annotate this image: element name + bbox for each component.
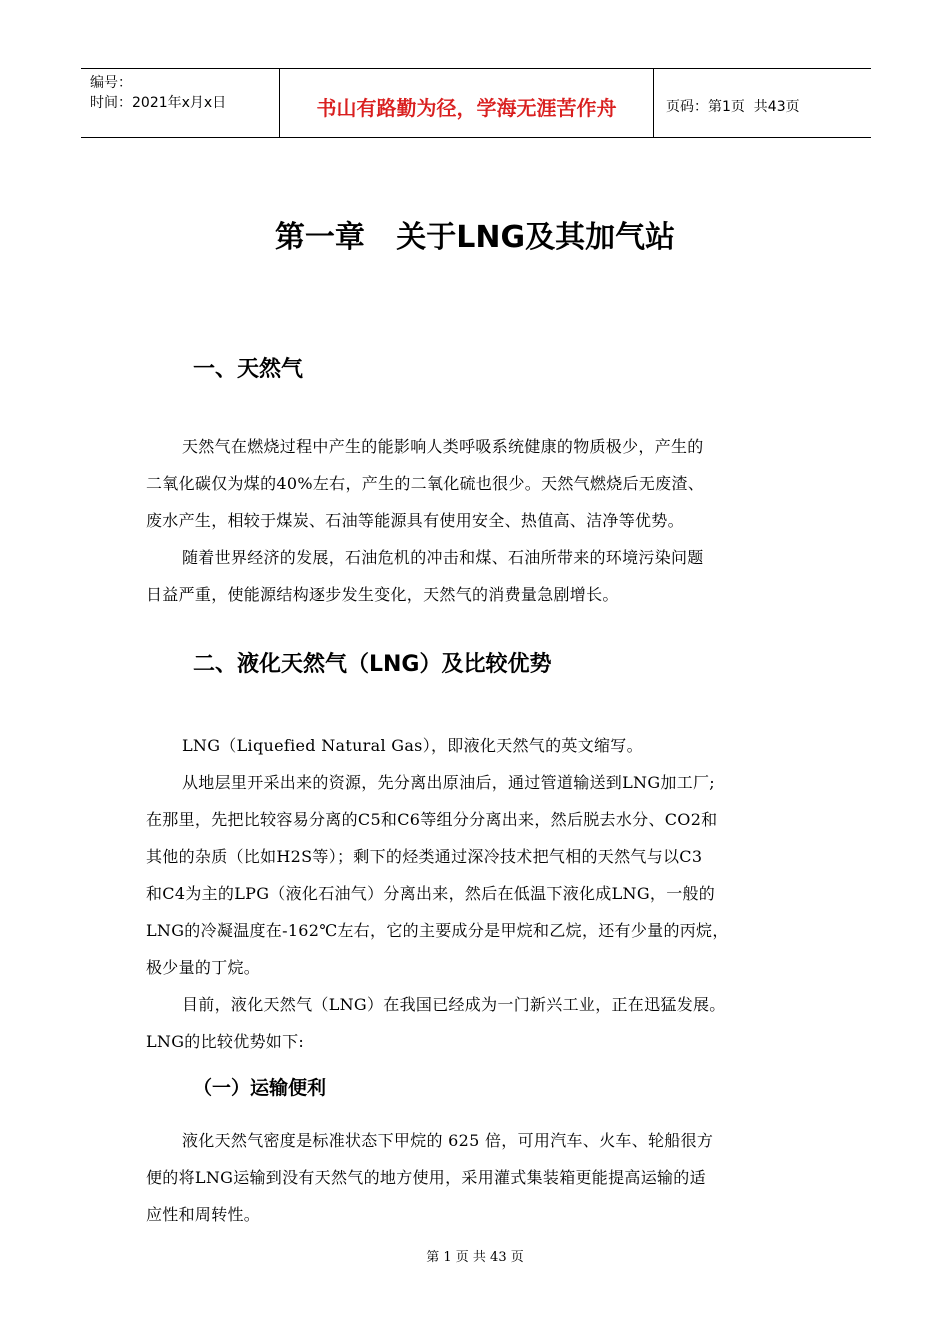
page-info: 页码：第1页 共43页: [666, 99, 800, 115]
header-page-cell: [654, 69, 871, 137]
paragraph-line: 从地层里开采出来的资源，先分离出原油后，通过管道输送到LNG加工厂;: [182, 773, 715, 792]
paragraph-line: 液化天然气密度是标准状态下甲烷的 625 倍，可用汽车、火车、轮船很方: [182, 1131, 714, 1150]
motto-text: 书山有路勤为径，学海无涯苦作舟: [316, 95, 617, 120]
paragraph-line: 目前，液化天然气（LNG）在我国已经成为一门新兴工业，正在迅猛发展。: [182, 995, 726, 1014]
subsection-heading-transport: （一）运输便利: [193, 1077, 327, 1099]
subsection1-body: [146, 1122, 810, 1233]
paragraph-line: 其他的杂质（比如H2S等）；剩下的烃类通过深冷技术把气相的天然气与以C3: [146, 847, 703, 866]
section2-body: [146, 727, 810, 1060]
section1-body: [146, 428, 810, 613]
time-label: 时间：2021年x月x日: [90, 95, 227, 111]
document-header: [81, 68, 871, 138]
paragraph-line: LNG的比较优势如下:: [146, 1032, 305, 1051]
paragraph-line: 在那里，先把比较容易分离的C5和C6等组分分离出来，然后脱去水分、CO2和: [146, 810, 718, 829]
paragraph-line: 二氧化碳仅为煤的40%左右，产生的二氧化硫也很少。天然气燃烧后无废渣、: [146, 474, 705, 493]
paragraph-line: 随着世界经济的发展，石油危机的冲击和煤、石油所带来的环境污染问题: [182, 548, 704, 567]
paragraph-line: LNG的冷凝温度在-162℃左右，它的主要成分是甲烷和乙烷，还有少量的丙烷，: [146, 921, 729, 940]
header-motto-cell: [280, 69, 654, 137]
paragraph-line: 日益严重，使能源结构逐步发生变化，天然气的消费量急剧增长。: [146, 585, 619, 604]
section-heading-lng: 二、液化天然气（LNG）及比较优势: [193, 652, 552, 677]
paragraph-line: 天然气在燃烧过程中产生的能影响人类呼吸系统健康的物质极少，产生的: [182, 437, 704, 456]
paragraph-line: 和C4为主的LPG（液化石油气）分离出来，然后在低温下液化成LNG，一般的: [146, 884, 716, 903]
paragraph-line: LNG（Liquefied Natural Gas），即液化天然气的英文缩写。: [182, 736, 643, 755]
page-footer: 第 1 页 共 43 页: [426, 1250, 524, 1265]
paragraph-line: 便的将LNG运输到没有天然气的地方使用，采用灌式集装箱更能提高运输的适: [146, 1168, 706, 1187]
chapter-title: 第一章 关于LNG及其加气站: [274, 220, 676, 255]
header-meta-cell: [81, 69, 280, 137]
number-label: 编号：: [90, 75, 132, 91]
paragraph-line: 废水产生，相较于煤炭、石油等能源具有使用安全、热值高、洁净等优势。: [146, 511, 684, 530]
paragraph-line: 应性和周转性。: [146, 1205, 261, 1224]
section-heading-natural-gas: 一、天然气: [193, 357, 304, 382]
paragraph-line: 极少量的丁烷。: [146, 958, 261, 977]
